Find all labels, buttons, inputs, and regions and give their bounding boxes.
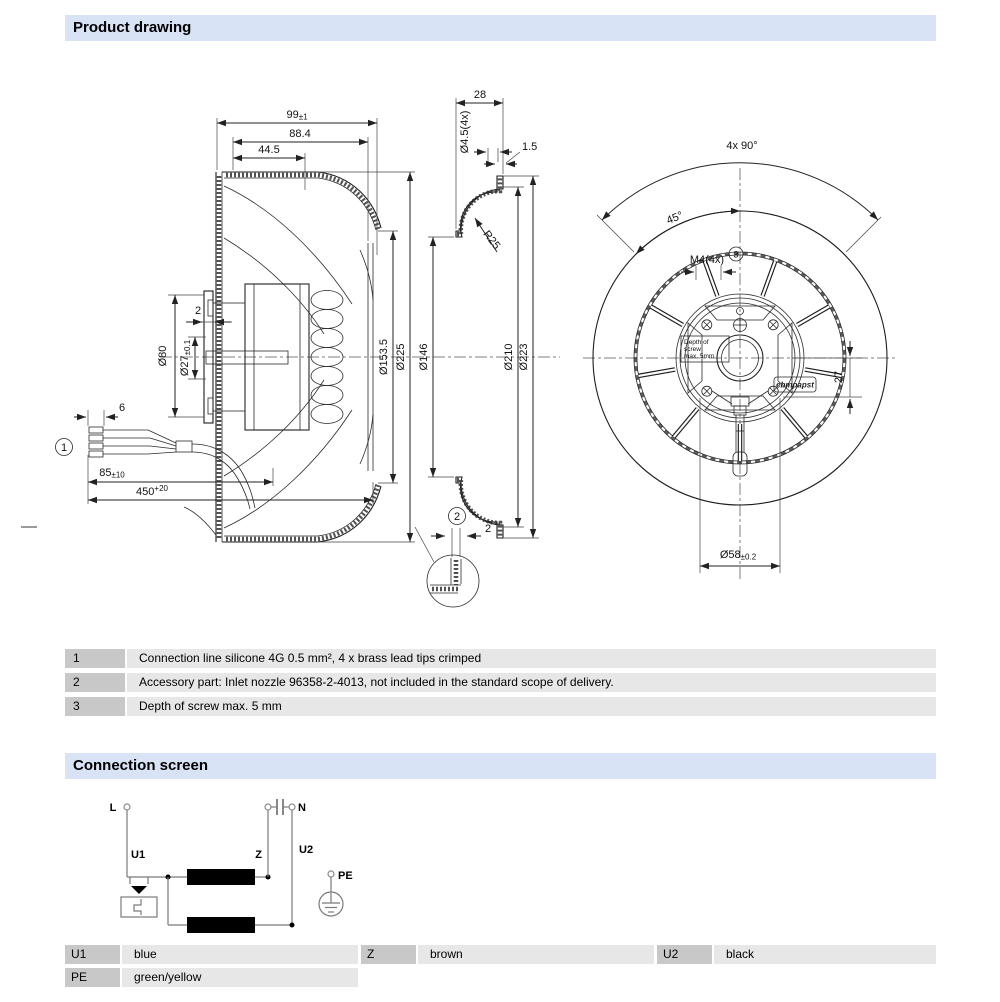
dim-223: Ø223 — [518, 343, 530, 371]
legend-key: U1 — [65, 945, 120, 964]
dim-85-tol: ±10 — [111, 470, 125, 480]
legend-key: PE — [65, 968, 120, 987]
svg-text:450+20 — [136, 484, 168, 498]
legend-key: U2 — [657, 945, 712, 964]
thermal-protector-symbol — [121, 877, 157, 917]
note-number: 3 — [65, 697, 125, 716]
terminal-N — [289, 804, 295, 810]
section-title-product-drawing: Product drawing — [73, 19, 192, 36]
earth-mark — [734, 319, 747, 332]
terminal-PE — [328, 871, 334, 877]
dim-4-5-4x: Ø4.5(4x) — [459, 110, 471, 154]
svg-text:Ø27±0.1 — [179, 339, 192, 376]
hub-note-line3: max. 5mm — [684, 353, 715, 360]
svg-text:85±10 — [99, 467, 125, 480]
svg-text:99±1 — [286, 109, 308, 122]
dim-27-tol: ±0.1 — [183, 339, 192, 356]
dim-44-5: 44.5 — [258, 144, 280, 156]
connection-cable — [89, 427, 255, 509]
side-view — [56, 109, 561, 542]
dim-28: 28 — [473, 89, 487, 101]
dim-6: 6 — [118, 402, 126, 414]
capacitor-symbol — [265, 799, 295, 815]
dim-450-sup: +20 — [154, 484, 168, 493]
section-view — [415, 89, 539, 607]
detail-circle — [415, 527, 479, 607]
section-header-product-drawing — [65, 15, 936, 41]
dim-88-4: 88.4 — [289, 128, 311, 140]
legend-value: green/yellow — [122, 968, 358, 987]
label-U2: U2 — [299, 844, 314, 856]
dim-27-offset: 27 — [833, 370, 845, 384]
auxiliary-winding — [187, 917, 255, 933]
dim-225: Ø225 — [395, 343, 407, 371]
section-view-dimensions — [415, 89, 539, 607]
legend-value: brown — [418, 945, 654, 964]
dim-450: 450 — [136, 486, 155, 498]
hub-note-line2: screw — [684, 346, 701, 353]
terminal-label-PE: PE — [338, 870, 353, 882]
note-text: Depth of screw max. 5 mm — [127, 697, 936, 716]
hub-note-line1: Depth of — [684, 339, 709, 346]
note-number: 2 — [65, 673, 125, 692]
dim-m4: M4(4x) — [689, 254, 725, 266]
front-view — [583, 140, 897, 580]
legend-value: black — [714, 945, 936, 964]
legend-key: Z — [361, 945, 416, 964]
callout-3: 3 — [733, 249, 739, 260]
terminal-label-L: L — [109, 802, 117, 814]
dim-2-step: 2 — [194, 305, 202, 317]
dim-58-tol: ±0.2 — [740, 552, 757, 562]
fold-mark — [21, 526, 37, 528]
callout-2: 2 — [453, 511, 461, 523]
brand-logo-plate — [774, 377, 816, 392]
dim-r25: R25 — [480, 228, 503, 252]
dim-99-tol: ±1 — [298, 112, 308, 122]
label-U1: U1 — [131, 849, 146, 861]
dim-45deg: 45° — [664, 209, 685, 227]
dim-85: 85 — [99, 467, 112, 479]
dim-4x90: 4x 90° — [726, 140, 758, 152]
front-view-dimensions — [597, 140, 881, 573]
dim-210: Ø210 — [503, 343, 515, 371]
section-header-connection-screen — [65, 753, 936, 779]
dim-58: Ø58 — [719, 549, 741, 561]
wiring-diagram — [110, 799, 353, 933]
brand-logo-text: ebmpapst — [776, 380, 814, 390]
legend-value: blue — [122, 945, 358, 964]
svg-text:Ø58±0.2 — [720, 549, 757, 562]
note-number: 1 — [65, 649, 125, 668]
dim-1-5: 1.5 — [522, 141, 538, 153]
terminal-L — [124, 804, 130, 810]
dim-80: Ø80 — [157, 345, 169, 367]
note-text: Accessory part: Inlet nozzle 96358-2-4013, not included in the standard scope of delivery. — [127, 673, 936, 692]
main-winding — [187, 869, 255, 885]
note-text: Connection line silicone 4G 0.5 mm², 4 x brass lead tips crimped — [127, 649, 936, 668]
dim-27: Ø27 — [179, 355, 191, 377]
dim-153-5: Ø153.5 — [378, 338, 390, 376]
section-title-connection-screen: Connection screen — [73, 757, 209, 774]
dim-99: 99 — [286, 109, 299, 121]
callout-1: 1 — [60, 442, 68, 454]
dim-2-thickness: 2 — [484, 523, 492, 535]
terminal-label-N: N — [298, 802, 306, 814]
dim-146: Ø146 — [418, 343, 430, 371]
label-Z: Z — [255, 849, 262, 861]
